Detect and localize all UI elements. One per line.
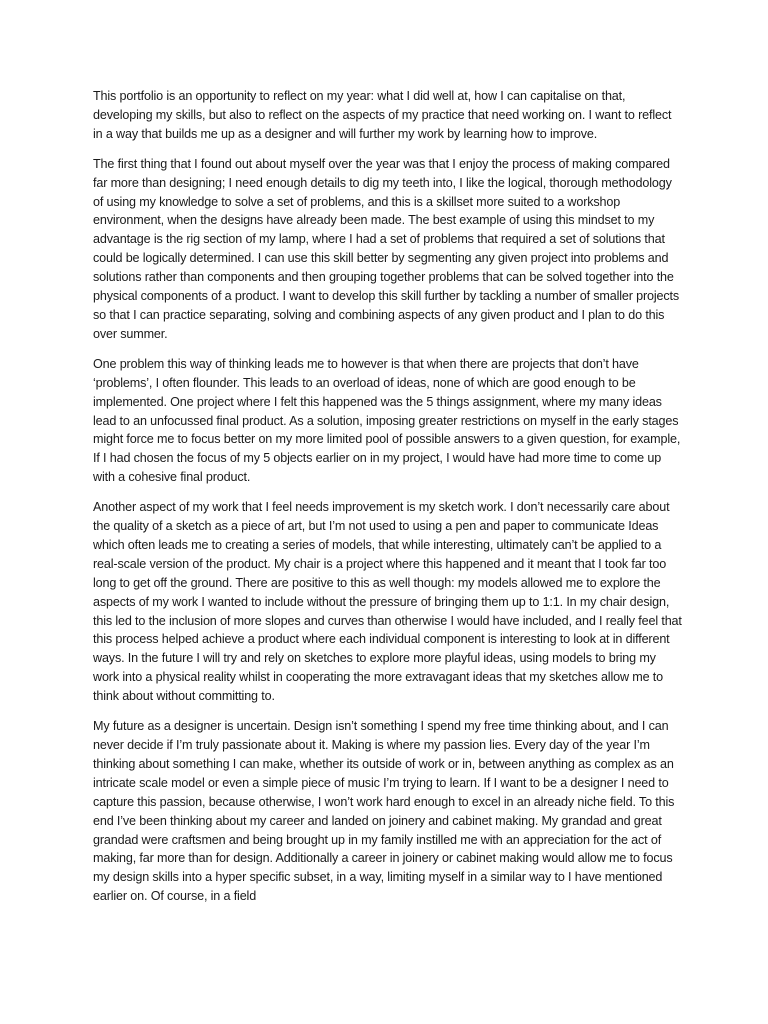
paragraph-future: My future as a designer is uncertain. Design isn’t something I spend my free time thinking about, and I can never decide if I’m truly passionate about it. Making is where my passion lies. Every day of the year I’m thinking about something I can make, whether its outside of work or in, between anything as complex as an intricate scale model or even a simple piece of music I’m trying to learn. If I want to be a designer I need to capture this passion, because otherwise, I won’t work hard enough to excel in an already niche field. To this end I’ve been thinking about my career and landed on joinery and cabinet making. My grandad and great grandad were craftsmen and being brought up in my family instilled me with an appreciation for the act of making, far more than for design. Additionally a career in joinery or cabinet making would allow me to focus my design skills into a hyper specific subset, in a way, limiting myself in a similar way to I have mentioned earlier on. Of course, in a field xyxy=(93,719,675,904)
paragraph-problems: One problem this way of thinking leads me to however is that when there are projects that don’t have ‘problems’, I often flounder. This leads to an overload of ideas, none of which are good enough to be implemented. One project where I felt this happened was the 5 things assignment, where my many ideas lead to an unfocussed final product. As a solution, imposing greater restrictions on myself in the early stages might force me to focus better on my more limited pool of possible answers to a given question, for example, If I had chosen the focus of my 5 objects earlier on in my project, I would have had more time to come up with a cohesive final product. xyxy=(93,356,681,485)
document-body xyxy=(93,87,683,917)
paragraph-intro: This portfolio is an opportunity to reflect on my year: what I did well at, how I can capitalise on that, developing my skills, but also to reflect on the aspects of my practice that need working on. I want to reflect in a way that builds me up as a designer and will further my work by learning how to improve. xyxy=(93,89,672,141)
paragraph-making: The first thing that I found out about myself over the year was that I enjoy the process of making compared far more than designing; I need enough details to dig my teeth into, I like the logical, thorough methodology of using my knowledge to solve a set of problems, and this is a skillset more suited to a workshop environment, when the designs have already been made. The best example of using this mindset to my advantage is the rig section of my lamp, where I had a set of problems that required a set of solutions that could be logically determined. I can use this skill better by segmenting any given project into problems and solutions rather than components and then grouping together problems that can be solved together into the physical components of a product. I want to develop this skill further by tackling a number of smaller projects so that I can practice separating, solving and combining aspects of any given product and I plan to do this over summer. xyxy=(93,156,680,341)
paragraph-sketch: Another aspect of my work that I feel needs improvement is my sketch work. I don’t necessarily care about the quality of a sketch as a piece of art, but I’m not used to using a pen and paper to communicate Ideas which often leads me to creating a series of models, that while interesting, ultimately can’t be applied to a real-scale version of the product. My chair is a project where this happened and it meant that I took far too long to get off the ground. There are positive to this as well though: my models allowed me to explore the aspects of my work I wanted to include without the pressure of bringing them up to 1:1. In my chair design, this led to the inclusion of more slopes and curves than otherwise I would have included, and I really feel that this process helped achieve a product where each individual component is interesting to look at in different ways. In the future I will try and rely on sketches to explore more playful ideas, using models to bring my work into a physical reality whilst in cooperating the more extravagant ideas that my sketches allow me to think about without committing to. xyxy=(93,500,682,704)
